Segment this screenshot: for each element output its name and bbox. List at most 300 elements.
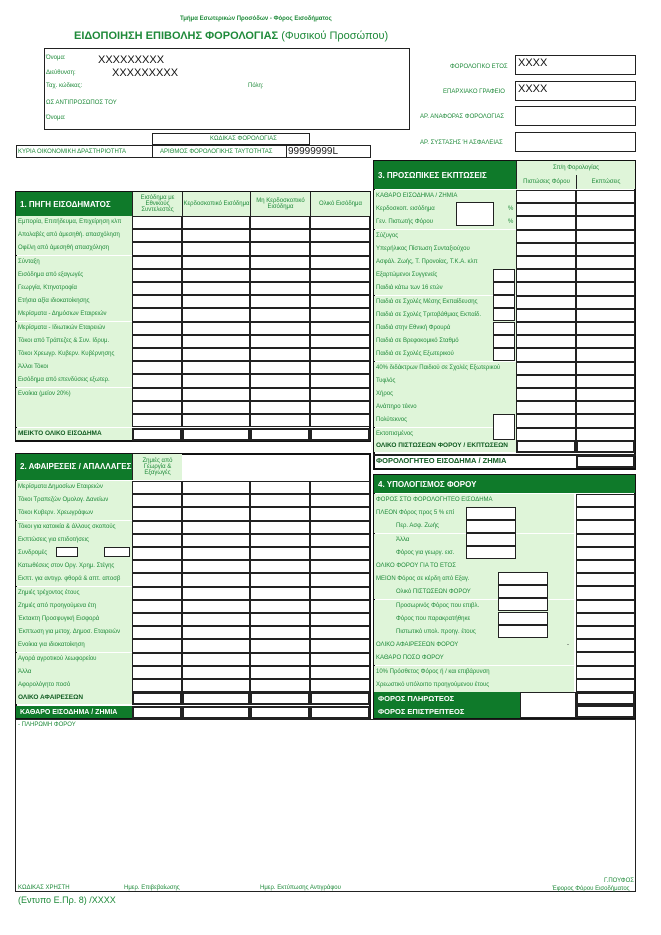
income-cell[interactable] (182, 282, 250, 295)
tax-year-label: ΦΟΡΟΛΟΓΙΚΟ ΕΤΟΣ (450, 64, 508, 70)
income-cell[interactable] (310, 348, 370, 361)
income-cell[interactable] (182, 401, 250, 414)
deduction-cell[interactable] (182, 600, 250, 613)
deduction-cell[interactable] (132, 587, 182, 600)
deduction-row-label: Εκπτ. για αντιγρ. φθορά & απτ. αποσβ (16, 573, 132, 586)
income-row-label: Εισόδημα από εξαγωγές (16, 269, 132, 282)
allowance-deduction-cell[interactable] (576, 322, 635, 335)
allowance-row-label: Παιδιά σε Σχολές Τριτοβάθμιας Εκπαίδ. (374, 309, 516, 322)
income-row-label: Άλλοι Τόκοι (16, 361, 132, 374)
tax-row-label: Φόρος που παρακρατήθηκε (374, 613, 574, 626)
allowance-row-label: Πολύτεκνος (374, 414, 516, 427)
deduction-cell[interactable] (310, 639, 370, 652)
deduction-cell[interactable] (310, 547, 370, 560)
tax-row-label: ΟΛΙΚΟ ΦΟΡΟΥ ΓΙΑ ΤΟ ΕΤΟΣ (374, 560, 574, 573)
tax-sub-input[interactable] (498, 612, 548, 625)
allowance-deduction-cell[interactable] (576, 428, 635, 441)
deduction-cell[interactable] (182, 547, 250, 560)
allowance-deduction-cell[interactable] (576, 190, 635, 203)
tax-amount-cell[interactable] (576, 494, 635, 507)
income-cell[interactable] (182, 256, 250, 269)
allowance-deduction-cell[interactable] (576, 362, 635, 375)
income-cell[interactable] (310, 242, 370, 255)
income-cell[interactable] (250, 295, 310, 308)
income-row-label: Μερίσματα - Δημόσιων Εταιρειών (16, 308, 132, 321)
allowance-credit-cell[interactable] (516, 269, 576, 282)
income-cell[interactable] (132, 256, 182, 269)
allowance-deduction-cell[interactable] (576, 282, 635, 295)
income-row-label: Εισόδημα από επενδύσεις εξωτερ. (16, 374, 132, 387)
income-cell[interactable] (182, 295, 250, 308)
income-cell[interactable] (132, 388, 182, 401)
deduction-cell[interactable] (132, 481, 182, 494)
tax-amount-cell[interactable] (576, 520, 635, 533)
income-cell[interactable] (132, 282, 182, 295)
allowance-deduction-cell[interactable] (576, 296, 635, 309)
tax-sub-input[interactable] (498, 585, 548, 598)
income-cell[interactable] (310, 335, 370, 348)
income-cell[interactable] (250, 229, 310, 242)
income-cell[interactable] (132, 374, 182, 387)
tax-amount-cell[interactable] (576, 666, 635, 679)
deduction-cell[interactable] (250, 494, 310, 507)
income-cell[interactable] (250, 256, 310, 269)
deduction-cell[interactable] (310, 573, 370, 586)
income-cell[interactable] (182, 242, 250, 255)
name-value: XXXXXXXXX (98, 54, 165, 66)
deduction-cell[interactable] (310, 587, 370, 600)
income-row-label: Σύνταξη (16, 256, 132, 269)
income-cell[interactable] (250, 348, 310, 361)
deduction-cell[interactable] (132, 560, 182, 573)
allowance-credit-cell[interactable] (516, 282, 576, 295)
income-cell[interactable] (310, 322, 370, 335)
deduction-cell[interactable] (132, 547, 182, 560)
address-label: Διεύθυνση: (46, 70, 76, 76)
tax-amount-cell[interactable] (576, 613, 635, 626)
section3-head: Σπ/η Φορολογίας (516, 161, 635, 175)
tax-code-label: ΚΩΔΙΚΑΣ ΦΟΡΟΛΟΓΙΑΣ (210, 136, 277, 142)
deduction-cell[interactable] (250, 639, 310, 652)
income-cell[interactable] (310, 295, 370, 308)
allowance-credit-cell[interactable] (516, 401, 576, 414)
deductions-total-cell[interactable] (310, 692, 370, 705)
deduction-cell[interactable] (182, 679, 250, 692)
deduction-cell[interactable] (310, 507, 370, 520)
allowance-credit-cell[interactable] (516, 190, 576, 203)
tax-payable-sub-cell[interactable] (520, 692, 576, 718)
deduction-cell[interactable] (310, 666, 370, 679)
tax-row-label: Προσωρινός Φόρος που επιβλ. (374, 600, 574, 613)
income-row-label: Τόκοι Χρεωγρ. Κυβερν. Κυβέρνησης (16, 348, 132, 361)
tax-amount-cell[interactable] (576, 586, 635, 599)
deduction-cell[interactable] (182, 626, 250, 639)
allowance-credit-cell[interactable] (516, 362, 576, 375)
deduction-cell[interactable] (132, 521, 182, 534)
count-input[interactable] (493, 295, 515, 308)
tax-sub-input[interactable] (466, 520, 516, 533)
allowance-row-label: Εκτοπισμένος (374, 428, 516, 441)
income-cell[interactable] (310, 216, 370, 229)
deduction-cell[interactable] (250, 666, 310, 679)
income-total-cell[interactable] (250, 428, 310, 441)
income-cell[interactable] (250, 242, 310, 255)
tax-payable-label: ΦΟΡΟΣ ΠΛΗΡΩΤΕΟΣ (374, 692, 520, 705)
income-cell[interactable] (250, 282, 310, 295)
section1-col-header: Κερδοσκοπικό Εισόδημα (182, 192, 250, 216)
income-total-cell[interactable] (132, 428, 182, 441)
deduction-cell[interactable] (310, 534, 370, 547)
deduction-cell[interactable] (182, 507, 250, 520)
allowance-deduction-cell[interactable] (576, 335, 635, 348)
signer-title: Έφορος Φόρου Εισοδήματος (552, 886, 630, 892)
allowance-deduction-cell[interactable] (576, 203, 635, 216)
deduction-cell[interactable] (182, 666, 250, 679)
net-income-cell[interactable] (310, 706, 370, 719)
income-cell[interactable] (250, 401, 310, 414)
income-cell[interactable] (310, 256, 370, 269)
form-title (74, 30, 388, 42)
deduction-cell[interactable] (132, 507, 182, 520)
deduction-cell[interactable] (132, 613, 182, 626)
income-cell[interactable] (310, 229, 370, 242)
deduction-cell[interactable] (250, 547, 310, 560)
deduction-cell[interactable] (250, 534, 310, 547)
deduction-cell[interactable] (132, 573, 182, 586)
income-cell[interactable] (182, 335, 250, 348)
net-income-cell[interactable] (132, 706, 182, 719)
deduction-row-label: Έκτακτη Προσφυγική Εισφορά (16, 613, 132, 626)
section4-title: 4. ΥΠΟΛΟΓΙΣΜΟΣ ΦΟΡΟΥ (374, 475, 635, 493)
deduction-cell[interactable] (250, 653, 310, 666)
allowances-total-label: ΟΛΙΚΟ ΠΙΣΤΩΣΕΩΝ ΦΟΡΟΥ / ΕΚΠΤΩΣΕΩΝ (374, 440, 516, 452)
income-cell[interactable] (182, 308, 250, 321)
income-cell[interactable] (250, 374, 310, 387)
income-row-label: Ετήσια αξία ιδιοκατοίκησης (16, 295, 132, 308)
tax-row-label: Ολικό ΠΙΣΤΩΣΕΩΝ ΦΟΡΟΥ (374, 586, 574, 599)
deduction-cell[interactable] (132, 653, 182, 666)
subscriptions-input[interactable] (56, 547, 78, 557)
city-label: Πόλη: (248, 83, 264, 89)
tax-amount-cell[interactable] (576, 507, 635, 520)
income-cell[interactable] (132, 322, 182, 335)
income-cell[interactable] (250, 388, 310, 401)
tax-amount-cell[interactable] (576, 652, 635, 665)
verify-date-label: Ημερ. Επιβεβαίωσης (124, 885, 180, 891)
tax-amount-cell[interactable] (576, 679, 635, 692)
income-cell[interactable] (310, 282, 370, 295)
deduction-cell[interactable] (310, 600, 370, 613)
allowance-credit-cell[interactable] (516, 322, 576, 335)
deduction-cell[interactable] (182, 639, 250, 652)
deductions-total-cell[interactable] (250, 692, 310, 705)
tax-sub-input[interactable] (466, 507, 516, 520)
income-cell[interactable] (250, 308, 310, 321)
deduction-row-label: Άλλα (16, 666, 132, 679)
income-cell[interactable] (250, 414, 310, 427)
payment-label: - ΠΛΗΡΩΜΗ ΦΟΡΟΥ (18, 722, 76, 728)
deductions-total-cell[interactable] (182, 692, 250, 705)
deduction-cell[interactable] (310, 653, 370, 666)
allowance-row-label: Παιδιά σε Σχολές Εξωτερικού (374, 348, 516, 361)
net-income-cell[interactable] (182, 706, 250, 719)
deduction-cell[interactable] (132, 679, 182, 692)
allowance-row-label: Ασφάλ. Ζωής, Τ. Προνοίας, Τ.Κ.Α. κλπ (374, 256, 516, 269)
income-row-label: Γεωργία, Κτηνοτροφία (16, 282, 132, 295)
income-cell[interactable] (132, 335, 182, 348)
deduction-row-label: Αφορολόγητο ποσό (16, 679, 132, 692)
income-cell[interactable] (132, 216, 182, 229)
section2-col-header: Ζημιές από Γεωργία & Εξαγωγές (132, 454, 182, 480)
allowance-row-label: Παιδιά σε Σχολές Μέσης Εκπαίδευσης (374, 296, 516, 309)
deduction-cell[interactable] (132, 600, 182, 613)
deduction-cell[interactable] (132, 639, 182, 652)
income-cell[interactable] (182, 348, 250, 361)
tax-amount-cell[interactable] (576, 547, 635, 560)
deduction-cell[interactable] (182, 481, 250, 494)
deduction-cell[interactable] (250, 521, 310, 534)
count-input[interactable] (493, 269, 515, 282)
deduction-cell[interactable] (250, 481, 310, 494)
allowance-credit-cell[interactable] (516, 230, 576, 243)
tax-sub-input[interactable] (466, 546, 516, 559)
allowance-deduction-cell[interactable] (576, 243, 635, 256)
allowance-credit-cell[interactable] (516, 296, 576, 309)
deduction-row-label: Κατωθέσεις στον Οργ. Χρημ. Στέγης (16, 560, 132, 573)
allowance-deduction-cell[interactable] (576, 309, 635, 322)
income-cell[interactable] (310, 401, 370, 414)
deduction-cell[interactable] (182, 573, 250, 586)
income-cell[interactable] (182, 229, 250, 242)
deduction-cell[interactable] (182, 653, 250, 666)
allowance-deduction-cell[interactable] (576, 375, 635, 388)
tax-sub-input[interactable] (498, 625, 548, 638)
deduction-cell[interactable] (250, 507, 310, 520)
deduction-row-label: Έκπτωση για μετοχ. Δημοσ. Εταιρειών (16, 626, 132, 639)
gross-income-total-label: ΜΕΙΚΤΟ ΟΛΙΚΟ ΕΙΣΟΔΗΜΑ (16, 428, 132, 440)
deduction-row-label: Τόκοι για κατοικία & άλλους σκοπούς (16, 521, 132, 534)
income-cell[interactable] (182, 322, 250, 335)
income-cell[interactable] (310, 269, 370, 282)
income-cell[interactable] (250, 335, 310, 348)
deduction-cell[interactable] (310, 494, 370, 507)
tax-row-label: Χρεωστικό υπόλοιπο προηγούμενου έτους (374, 679, 574, 692)
count-input[interactable] (493, 348, 515, 361)
allowance-deduction-cell[interactable] (576, 348, 635, 361)
tax-refundable-label: ΦΟΡΟΣ ΕΠΙΣΤΡΕΠΤΕΟΣ (374, 705, 520, 718)
deduction-cell[interactable] (310, 521, 370, 534)
income-cell[interactable] (310, 308, 370, 321)
deduction-cell[interactable] (182, 494, 250, 507)
tic-label: ΑΡΙΘΜΟΣ ΦΟΡΟΛΟΓΙΚΗΣ ΤΑΥΤΟΤΗΤΑΣ (160, 149, 273, 155)
reference-label: ΑΡ. ΑΝΑΦΟΡΑΣ ΦΟΡΟΛΟΓΙΑΣ (420, 114, 505, 120)
deduction-cell[interactable] (132, 494, 182, 507)
allowance-credit-cell[interactable] (516, 309, 576, 322)
deduction-cell[interactable] (310, 626, 370, 639)
income-cell[interactable] (182, 216, 250, 229)
income-cell[interactable] (182, 414, 250, 427)
deduction-cell[interactable] (310, 679, 370, 692)
income-cell[interactable] (132, 361, 182, 374)
deduction-cell[interactable] (250, 600, 310, 613)
income-total-cell[interactable] (310, 428, 370, 441)
allowance-row-label: ΚΑΘΑΡΟ ΕΙΣΟΔΗΜΑ / ΖΗΜΙΑ (374, 190, 516, 203)
deduction-row-label: Ενοίκια για ιδιοκατοίκηση (16, 639, 132, 652)
deduction-cell[interactable] (310, 481, 370, 494)
income-cell[interactable] (132, 295, 182, 308)
allowance-deduction-cell[interactable] (576, 216, 635, 229)
deduction-cell[interactable] (182, 587, 250, 600)
income-cell[interactable] (250, 216, 310, 229)
allowance-row-label: Παιδιά στην Εθνική Φρουρά (374, 322, 516, 335)
allowance-row-label: 40% διδάκτρων Παιδιού σε Σχολές Εξωτερικού (374, 362, 516, 375)
address-value: XXXXXXXXX (112, 67, 179, 79)
allowance-credit-cell[interactable] (516, 256, 576, 269)
income-row-label: Απολαβές από άμεσηθή. απασχόληση (16, 229, 132, 242)
tax-row-label: Περ. Ασφ. Ζωής (374, 520, 574, 533)
income-cell[interactable] (132, 269, 182, 282)
main-activity-label: ΚΥΡΙΑ ΟΙΚΟΝΟΜΙΚΗ ΔΡΑΣΤΗΡΙΟΤΗΤΑ (18, 149, 126, 155)
social-insurance-field (515, 132, 636, 152)
income-cell[interactable] (310, 388, 370, 401)
tax-sub-input[interactable] (498, 572, 548, 585)
office-value: XXXX (518, 83, 548, 95)
count-input[interactable] (493, 414, 515, 440)
allowance-credit-cell[interactable] (516, 203, 576, 216)
allowance-credit-cell[interactable] (516, 335, 576, 348)
income-total-cell[interactable] (182, 428, 250, 441)
section3-col-deductions: Εκπτώσεις (576, 175, 635, 189)
deduction-cell[interactable] (182, 534, 250, 547)
donations-input[interactable] (104, 547, 130, 557)
tax-year-value: XXXX (518, 57, 548, 69)
count-input[interactable] (493, 282, 515, 295)
office-label: ΕΠΑΡΧΙΑΚΟ ΓΡΑΦΕΙΟ (443, 89, 505, 95)
tax-amount-cell[interactable] (576, 573, 635, 586)
deduction-cell[interactable] (182, 521, 250, 534)
income-cell[interactable] (250, 322, 310, 335)
income-cell[interactable] (132, 348, 182, 361)
allowance-deduction-cell[interactable] (576, 230, 635, 243)
income-cell[interactable] (250, 269, 310, 282)
rate-input[interactable] (456, 202, 494, 226)
tax-amount-cell[interactable] (576, 639, 635, 652)
deduction-row-label: Εκπτώσεις για επιδοτήσεις (16, 534, 132, 547)
tax-row-label: 10% Πρόσθετος Φόρος ή / και επιβάρυνση (374, 666, 574, 679)
income-cell[interactable] (310, 361, 370, 374)
deduction-cell[interactable] (132, 626, 182, 639)
deduction-cell[interactable] (250, 626, 310, 639)
income-cell[interactable] (182, 269, 250, 282)
deductions-total-label: ΟΛΙΚΟ ΑΦΑΙΡΕΣΕΩΝ (16, 692, 132, 704)
count-input[interactable] (493, 308, 515, 321)
net-income-cell[interactable] (250, 706, 310, 719)
allowance-row-label: Ανάπηρο τέκνο (374, 401, 516, 414)
deduction-cell[interactable] (132, 666, 182, 679)
tax-row-label: ΚΑΘΑΡΟ ΠΟΣΟ ΦΟΡΟΥ (374, 652, 574, 665)
tax-sub-input[interactable] (466, 533, 516, 546)
count-input[interactable] (493, 335, 515, 348)
allowance-credit-cell[interactable] (516, 428, 576, 441)
allowance-credit-cell[interactable] (516, 375, 576, 388)
allowance-row-label: Παιδιά κάτω των 16 ετών (374, 282, 516, 295)
allowance-credit-cell[interactable] (516, 388, 576, 401)
allowance-credit-cell[interactable] (516, 348, 576, 361)
form-title-main: ΕΙΔΟΠΟΙΗΣΗ ΕΠΙΒΟΛΗΣ ΦΟΡΟΛΟΓΙΑΣ (74, 30, 279, 42)
minus-sign: - (567, 642, 569, 648)
deduction-cell[interactable] (310, 613, 370, 626)
deduction-cell[interactable] (250, 560, 310, 573)
income-row-label (16, 414, 132, 427)
income-cell[interactable] (132, 308, 182, 321)
user-code-label: ΚΩΔΙΚΑΣ ΧΡΗΣΤΗ (18, 885, 70, 891)
income-cell[interactable] (182, 388, 250, 401)
count-input[interactable] (493, 322, 515, 335)
deduction-row-label: Ζημιές τρέχοντος έτους (16, 587, 132, 600)
deduction-cell[interactable] (250, 573, 310, 586)
form-code: (Εντυπο Ε.Πρ. 8) /XXXX (18, 895, 116, 905)
income-cell[interactable] (182, 374, 250, 387)
deduction-cell[interactable] (250, 613, 310, 626)
tax-amount-cell[interactable] (576, 560, 635, 573)
allowance-row-label: Σύζυγος (374, 230, 516, 243)
income-cell[interactable] (132, 414, 182, 427)
deduction-cell[interactable] (250, 679, 310, 692)
pct-sign: % (508, 219, 514, 225)
tax-amount-cell[interactable] (576, 626, 635, 639)
income-cell[interactable] (132, 229, 182, 242)
allowance-deduction-cell[interactable] (576, 388, 635, 401)
deduction-cell[interactable] (182, 560, 250, 573)
tax-row-label: ΠΛΕΟΝ Φόρος προς 5 % επί (374, 507, 574, 520)
income-cell[interactable] (250, 361, 310, 374)
print-date-label: Ημερ. Εκτύπωσης Αντιγράφου (260, 885, 341, 891)
allowance-total-cell[interactable] (516, 440, 576, 453)
allowance-deduction-cell[interactable] (576, 256, 635, 269)
deduction-row-label: Ζημιές από προηγούμενα έτη (16, 600, 132, 613)
deduction-cell[interactable] (310, 560, 370, 573)
deductions-total-cell[interactable] (132, 692, 182, 705)
allowance-deduction-cell[interactable] (576, 269, 635, 282)
income-cell[interactable] (132, 401, 182, 414)
name-label: Όνομα: (46, 55, 66, 61)
tax-amount-cell[interactable] (576, 600, 635, 613)
income-cell[interactable] (182, 361, 250, 374)
section3-col-credits: Πιστώσεις Φόρου (516, 175, 576, 189)
income-cell[interactable] (310, 374, 370, 387)
office-field (515, 81, 636, 101)
allowance-credit-cell[interactable] (516, 414, 576, 427)
reference-field (515, 106, 636, 126)
tax-amount-cell[interactable] (576, 534, 635, 547)
deduction-row-label: Τόκοι Κυβερν. Χρεωγράφων (16, 507, 132, 520)
allowance-row-label: Γεν. Πιστωτής Φόρου (374, 216, 516, 229)
deduction-cell[interactable] (250, 587, 310, 600)
allowance-credit-cell[interactable] (516, 216, 576, 229)
income-cell[interactable] (132, 242, 182, 255)
deduction-cell[interactable] (182, 613, 250, 626)
income-cell[interactable] (310, 414, 370, 427)
deduction-cell[interactable] (132, 534, 182, 547)
tax-sub-input[interactable] (498, 598, 548, 611)
allowance-total-cell[interactable] (576, 440, 635, 453)
section1-col-header: Εισόδημα με Εθνικούς Συντελεστές (132, 192, 182, 216)
net-income-label: ΚΑΘΑΡΟ ΕΙΣΟΔΗΜΑ / ΖΗΜΙΑ (16, 706, 132, 718)
department-line: Τμήμα Εσωτερικών Προσόδων - Φόρος Εισοδήματος (180, 16, 332, 22)
allowance-deduction-cell[interactable] (576, 414, 635, 427)
allowance-credit-cell[interactable] (516, 243, 576, 256)
allowance-deduction-cell[interactable] (576, 401, 635, 414)
